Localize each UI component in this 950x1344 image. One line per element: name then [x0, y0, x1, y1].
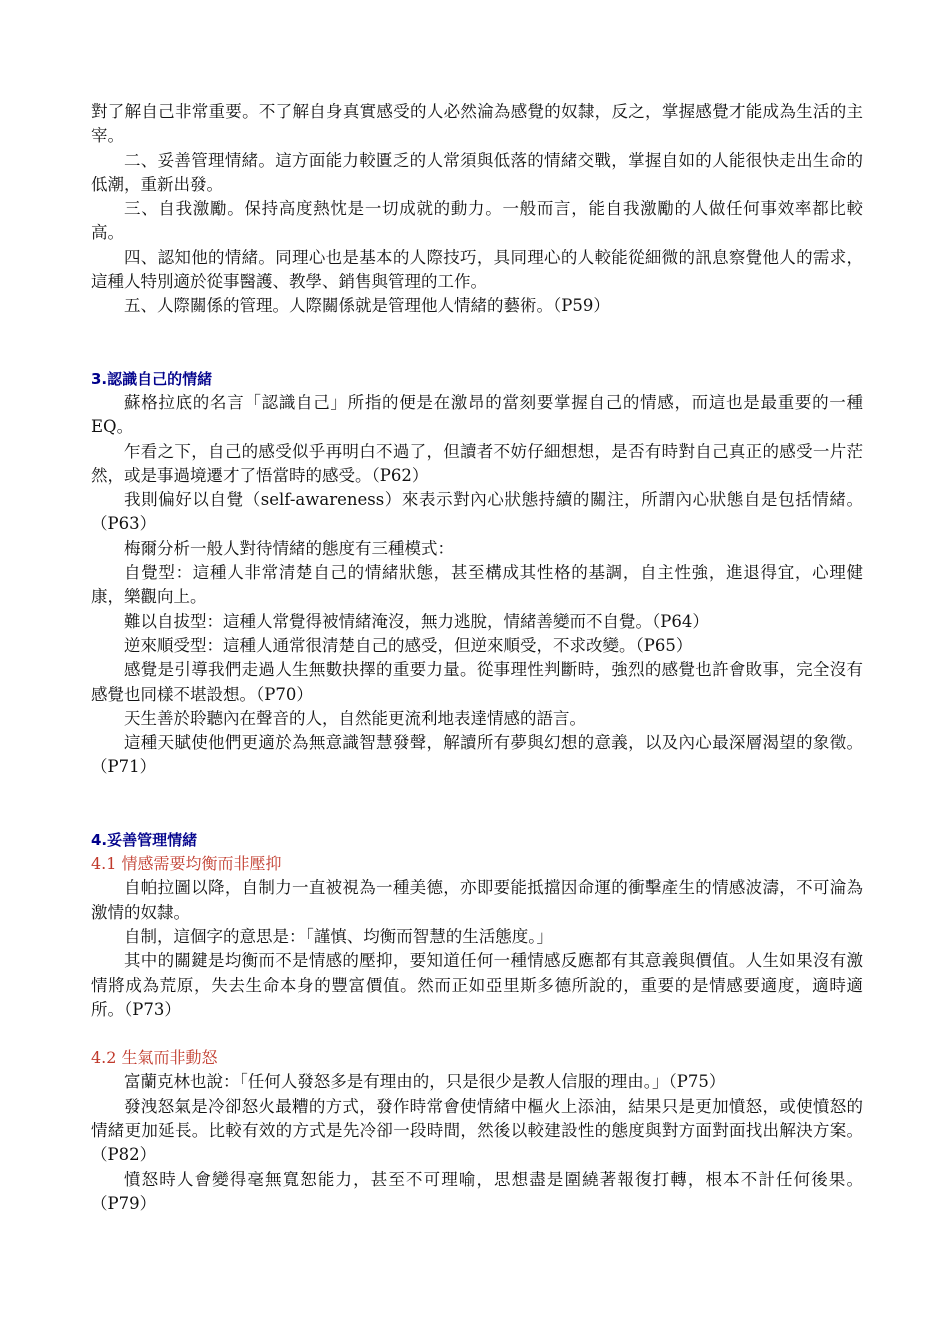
section-3-paragraph-10: 這種天賦使他們更適於為無意識智慧發聲，解讀所有夢與幻想的意義，以及內心最深層渴望的象徵。（P71）	[91, 733, 863, 777]
section-3-paragraph-5: 自覺型：這種人非常清楚自己的情緒狀態，甚至構成其性格的基調，自主性強，進退得宜，心理健康，樂觀向上。	[91, 563, 863, 607]
section-3-paragraph-3: 我則偏好以自覺（self-awareness）來表示對內心狀態持續的關注，所謂內心狀態自是包括情緒。（P63）	[91, 490, 863, 534]
intro-paragraph-5: 五、人際關係的管理。人際關係就是管理他人情緒的藝術。（P59）	[124, 296, 610, 316]
section-3-paragraph-1: 蘇格拉底的名言「認識自己」所指的便是在激昂的當刻要掌握自己的情感，而這也是最重要的一種 EQ。	[91, 392, 863, 437]
section-3-paragraph-8: 感覺是引導我們走過人生無數抉擇的重要力量。從事理性判斷時，強烈的感覺也許會敗事，完全沒有感覺也同樣不堪設想。（P70）	[91, 660, 863, 704]
intro-paragraph-2: 二、妥善管理情緒。這方面能力較匱乏的人常須與低落的情緒交戰，掌握自如的人能很快走出生命的低潮，重新出發。	[91, 150, 863, 194]
subsection-4-1-heading: 4.1 情感需要均衡而非壓抑	[91, 854, 282, 874]
intro-paragraph-1: 對了解自己非常重要。不了解自身真實感受的人必然淪為感覺的奴隸，反之，掌握感覺才能成為生活的主宰。	[91, 102, 863, 146]
intro-paragraph-3: 三、自我激勵。保持高度熱忱是一切成就的動力。一般而言，能自我激勵的人做任何事效率都比較高。	[91, 199, 863, 243]
subsection-4-1-paragraph-3: 其中的關鍵是均衡而不是情感的壓抑，要知道任何一種情感反應都有其意義與價值。人生如果沒有激情將成為荒原，失去生命本身的豐富價值。然而正如亞里斯多德所說的，重要的是情感要適度，適時適所。（P73）	[91, 951, 863, 1019]
subsection-4-2-heading: 4.2 生氣而非動怒	[91, 1048, 218, 1068]
section-3-paragraph-2: 乍看之下，自己的感受似乎再明白不過了，但讀者不妨仔細想想，是否有時對自己真正的感受一片茫然，或是事過境遷才了悟當時的感受。（P62）	[91, 441, 863, 485]
section-3-paragraph-7: 逆來順受型：這種人通常很清楚自己的感受，但逆來順受，不求改變。（P65）	[124, 635, 693, 655]
section-spacer	[91, 780, 863, 828]
section-4-heading: 4.妥善管理情緒	[91, 830, 198, 849]
section-3-paragraph-6: 難以自拔型：這種人常覺得被情緒淹沒，無力逃脫，情緒善變而不自覺。（P64）	[124, 611, 709, 631]
section-3-heading: 3.認識自己的情緒	[91, 369, 213, 388]
document-page	[91, 100, 863, 1216]
section-spacer	[91, 319, 863, 367]
subsection-4-2-paragraph-1: 富蘭克林也說：「任何人發怒多是有理由的，只是很少是教人信服的理由。」（P75）	[124, 1072, 726, 1092]
subsection-4-1-paragraph-1: 自帕拉圖以降，自制力一直被視為一種美德，亦即要能抵擋因命運的衝擊產生的情感波濤，不可淪為激情的奴隸。	[91, 878, 863, 922]
intro-paragraph-4: 四、認知他的情緒。同理心也是基本的人際技巧，具同理心的人較能從細微的訊息察覺他人的需求，這種人特別適於從事醫護、教學、銷售與管理的工作。	[91, 247, 863, 292]
section-3-paragraph-4: 梅爾分析一般人對待情緒的態度有三種模式：	[124, 538, 454, 558]
subsection-4-2-paragraph-2: 發洩怒氣是冷卻怒火最糟的方式，發作時常會使情緒中樞火上添油，結果只是更加憤怒，或使憤怒的情緒更加延長。比較有效的方式是先冷卻一段時間，然後以較建設性的態度與對方面對面找出解決方案。（P82）	[91, 1096, 863, 1165]
subsection-4-2-paragraph-3: 憤怒時人會變得毫無寬恕能力，甚至不可理喻，思想盡是圍繞著報復打轉，根本不計任何後果。（P79）	[91, 1169, 863, 1213]
subsection-4-1-paragraph-2: 自制，這個字的意思是：「謹慎、均衡而智慧的生活態度。」	[124, 926, 553, 946]
subsection-spacer	[91, 1022, 863, 1046]
section-3-paragraph-9: 天生善於聆聽內在聲音的人，自然能更流利地表達情感的語言。	[124, 708, 586, 728]
